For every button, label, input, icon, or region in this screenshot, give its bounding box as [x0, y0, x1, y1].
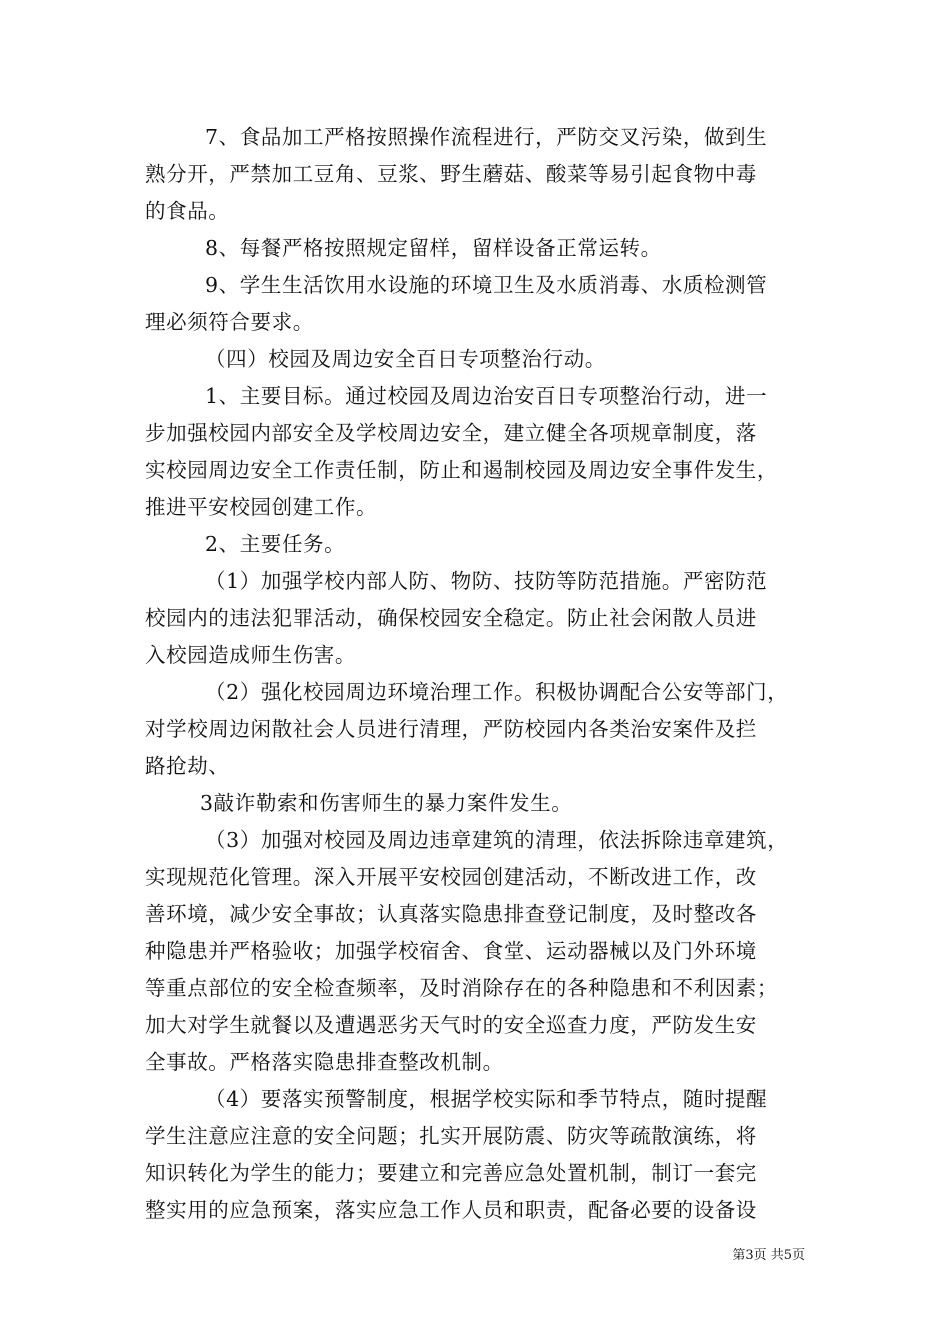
paragraph-line: 熟分开，严禁加工豆角、豆浆、野生蘑菇、酸菜等易引起食物中毒 [145, 162, 757, 186]
paragraph-line: 实校园周边安全工作责任制，防止和遏制校园及周边安全事件发生， [145, 458, 778, 482]
paragraph-line: 善环境，减少安全事故；认真落实隐患排查登记制度，及时整改各 [145, 902, 757, 926]
paragraph-line: 2、主要任务。 [205, 532, 346, 556]
paragraph-line: 校园内的违法犯罪活动，确保校园安全稳定。防止社会闲散人员进 [145, 606, 757, 630]
paragraph-line: 等重点部位的安全检查频率，及时消除存在的各种隐患和不利因素； [145, 976, 778, 1000]
paragraph-line: 实现规范化管理。深入开展平安校园创建活动，不断改进工作，改 [145, 865, 757, 889]
page-number-footer: 第3页 共5页 [732, 1248, 805, 1263]
paragraph-line: 3敲诈勒索和伤害师生的暴力案件发生。 [200, 791, 573, 815]
paragraph-line: 9、学生生活饮用水设施的环境卫生及水质消毒、水质检测管 [205, 273, 768, 297]
paragraph-line: 8、每餐严格按照规定留样，留样设备正常运转。 [205, 236, 662, 260]
paragraph-line: 理必须符合要求。 [145, 310, 314, 334]
section-heading: （四）校园及周边安全百日专项整治行动。 [205, 347, 606, 371]
paragraph-line: 种隐患并严格验收；加强学校宿舍、食堂、运动器械以及门外环境 [145, 939, 757, 963]
paragraph-line: （2）强化校园周边环境治理工作。积极协调配合公安等部门， [205, 680, 789, 704]
paragraph-line: （3）加强对校园及周边违章建筑的清理，依法拆除违章建筑， [205, 828, 789, 852]
paragraph-line: 推进平安校园创建工作。 [145, 495, 378, 519]
paragraph-line: 整实用的应急预案，落实应急工作人员和职责，配备必要的设备设 [145, 1198, 757, 1222]
paragraph-line: 7、食品加工严格按照操作流程进行，严防交叉污染，做到生 [205, 125, 768, 149]
paragraph-line: 路抢劫、 [145, 754, 230, 778]
paragraph-line: 入校园造成师生伤害。 [145, 643, 356, 667]
paragraph-line: 全事故。严格落实隐患排查整改机制。 [145, 1050, 504, 1074]
paragraph-line: 知识转化为学生的能力；要建立和完善应急处置机制，制订一套完 [145, 1161, 757, 1185]
paragraph-line: 学生注意应注意的安全问题；扎实开展防震、防灾等疏散演练，将 [145, 1124, 757, 1148]
paragraph-line: （1）加强学校内部人防、物防、技防等防范措施。严密防范 [205, 569, 768, 593]
paragraph-line: 对学校周边闲散社会人员进行清理，严防校园内各类治安案件及拦 [145, 717, 757, 741]
paragraph-line: 的食品。 [145, 199, 230, 223]
paragraph-line: 加大对学生就餐以及遭遇恶劣天气时的安全巡查力度，严防发生安 [145, 1013, 757, 1037]
paragraph-line: （4）要落实预警制度，根据学校实际和季节特点，随时提醒 [205, 1087, 768, 1111]
paragraph-line: 1、主要目标。通过校园及周边治安百日专项整治行动，进一 [205, 384, 768, 408]
paragraph-line: 步加强校园内部安全及学校周边安全，建立健全各项规章制度，落 [145, 421, 757, 445]
